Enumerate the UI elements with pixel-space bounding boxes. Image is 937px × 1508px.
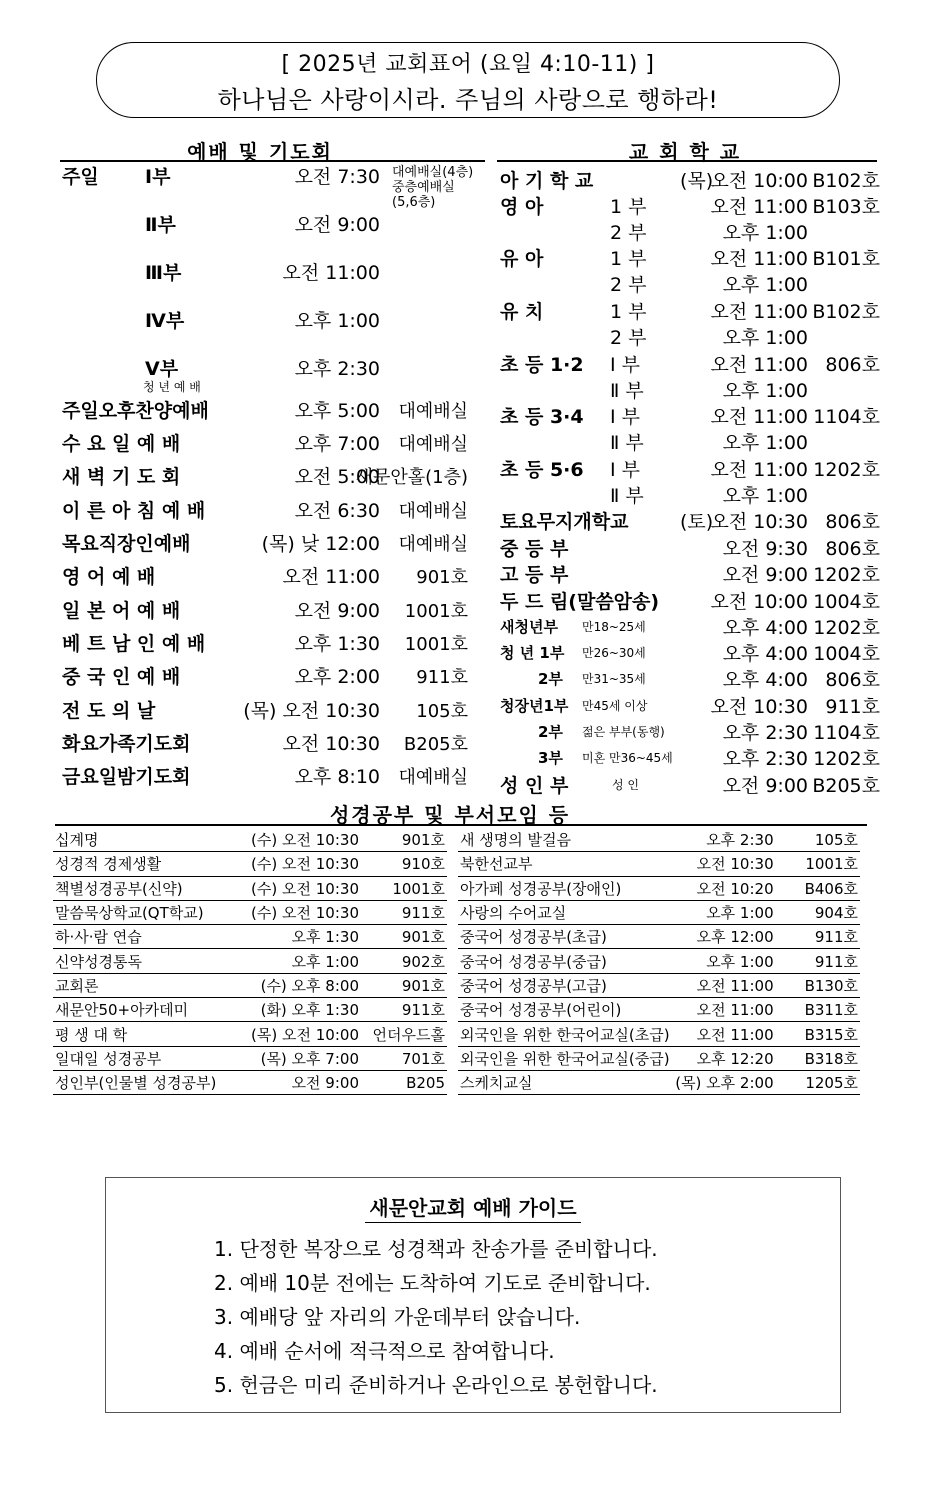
bible-time: (화) 오후 1:30 bbox=[227, 998, 361, 1022]
bible-time: 오후 1:00 bbox=[227, 949, 361, 973]
school-age-note: 만31~35세 bbox=[582, 672, 646, 686]
guide-item: 5. 헌금은 미리 준비하거나 온라인으로 봉헌합니다. bbox=[214, 1373, 658, 1397]
bible-time: 오전 9:00 bbox=[227, 1070, 361, 1094]
bible-time: 오후 2:30 bbox=[672, 828, 776, 852]
bible-room: B311호 bbox=[776, 998, 860, 1022]
bible-room: 901호 bbox=[361, 925, 447, 949]
bible-room: 911호 bbox=[361, 900, 447, 924]
worship-time: 오후 2:30 bbox=[294, 358, 380, 380]
school-label: 아 기 학 교 bbox=[500, 170, 594, 192]
table-row bbox=[458, 852, 860, 876]
bible-room: 911호 bbox=[361, 998, 447, 1022]
bible-name: 중국어 성경공부(어린이) bbox=[458, 998, 672, 1022]
table-row bbox=[458, 925, 860, 949]
school-room: 806호 bbox=[825, 669, 880, 691]
worship-label: 중 국 인 예 배 bbox=[62, 666, 181, 688]
bible-time: 오후 12:20 bbox=[672, 1046, 776, 1070]
school-room: 806호 bbox=[825, 511, 880, 533]
school-label: 유 치 bbox=[500, 301, 544, 323]
school-time: 오전 11:00 bbox=[710, 248, 808, 270]
school-time: 오전 9:00 bbox=[722, 564, 808, 586]
worship-time: 오전 11:00 bbox=[282, 262, 380, 284]
school-room: 806호 bbox=[825, 354, 880, 376]
school-time: 오전 9:30 bbox=[722, 538, 808, 560]
school-label: 청장년1부 bbox=[500, 697, 569, 715]
school-label: 청 년 1부 bbox=[500, 644, 565, 662]
bible-room: B315호 bbox=[776, 1022, 860, 1046]
bible-room: 901호 bbox=[361, 828, 447, 852]
school-room: 1202호 bbox=[813, 564, 880, 586]
table-row bbox=[458, 900, 860, 924]
school-part: Ⅰ 부 bbox=[610, 459, 640, 481]
school-time: 오전 10:30 bbox=[710, 511, 808, 533]
bible-name: 성경적 경제생활 bbox=[53, 852, 227, 876]
table-row bbox=[53, 949, 447, 973]
bible-name: 새문안50+아카데미 bbox=[53, 998, 227, 1022]
school-time: 오전 11:00 bbox=[710, 459, 808, 481]
school-part: 1 부 bbox=[610, 196, 647, 218]
bible-time: 오전 11:00 bbox=[672, 973, 776, 997]
worship-label: 수 요 일 예 배 bbox=[62, 433, 181, 455]
worship-label: Ⅳ부 bbox=[145, 310, 185, 332]
worship-label: 주일오후찬양예배 bbox=[62, 400, 209, 422]
school-time: 오후 1:00 bbox=[722, 274, 808, 296]
school-label: 토요무지개학교 bbox=[500, 511, 629, 533]
table-row bbox=[458, 1022, 860, 1046]
bible-room: 105호 bbox=[776, 828, 860, 852]
school-time: 오후 2:30 bbox=[722, 748, 808, 770]
bible-name: 신약성경통독 bbox=[53, 949, 227, 973]
school-age-note: 미혼 만36~45세 bbox=[582, 751, 673, 765]
worship-time: 오전 6:30 bbox=[294, 500, 380, 522]
guide-item: 2. 예배 10분 전에는 도착하여 기도로 준비합니다. bbox=[214, 1271, 651, 1295]
school-room: 1004호 bbox=[813, 643, 880, 665]
worship-time: (목) 낮 12:00 bbox=[261, 533, 380, 555]
bible-name: 중국어 성경공부(초급) bbox=[458, 925, 672, 949]
table-row bbox=[53, 852, 447, 876]
school-time: 오전 9:00 bbox=[722, 775, 808, 797]
bible-time: 오후 1:30 bbox=[227, 925, 361, 949]
bible-time: 오후 12:00 bbox=[672, 925, 776, 949]
table-row bbox=[458, 828, 860, 852]
worship-label: 전 도 의 날 bbox=[62, 700, 156, 722]
school-label: 초 등 1·2 bbox=[500, 354, 584, 376]
bible-time: (목) 오후 2:00 bbox=[672, 1070, 776, 1094]
school-part: Ⅱ 부 bbox=[610, 485, 644, 507]
bible-divider bbox=[55, 824, 867, 826]
bible-table-right bbox=[458, 828, 860, 1095]
school-age-note: 만45세 이상 bbox=[582, 699, 648, 713]
school-label: 성 인 부 bbox=[500, 775, 569, 797]
bible-name: 성인부(인물별 성경공부) bbox=[53, 1070, 227, 1094]
worship-label: 주일 bbox=[62, 166, 99, 188]
worship-time: 오전 7:30 bbox=[294, 166, 380, 188]
guide-title: 새문안교회 예배 가이드 bbox=[365, 1196, 580, 1223]
school-label: 초 등 5·6 bbox=[500, 459, 584, 481]
table-row bbox=[458, 1070, 860, 1094]
guide-item: 4. 예배 순서에 적극적으로 참여합니다. bbox=[214, 1339, 555, 1363]
worship-time: 오후 2:00 bbox=[294, 666, 380, 688]
bible-room: 911호 bbox=[776, 949, 860, 973]
worship-place: 대예배실(4층) 중층예배실 (5,6층) bbox=[392, 165, 474, 210]
bible-room: 904호 bbox=[776, 900, 860, 924]
school-time: 오후 4:00 bbox=[722, 617, 808, 639]
school-room: 1004호 bbox=[813, 591, 880, 613]
worship-time: 오전 5:00 bbox=[294, 466, 380, 488]
school-time: 오후 1:00 bbox=[722, 380, 808, 402]
school-time: 오후 4:00 bbox=[722, 643, 808, 665]
school-age-note: 젊은 부부(동행) bbox=[582, 725, 665, 739]
school-time: 오전 11:00 bbox=[710, 354, 808, 376]
bible-name: 십계명 bbox=[53, 828, 227, 852]
school-label: 초 등 3·4 bbox=[500, 406, 584, 428]
bible-room: 1001호 bbox=[776, 852, 860, 876]
worship-label: Ⅲ부 bbox=[145, 262, 182, 284]
school-room: B103호 bbox=[812, 196, 880, 218]
table-row bbox=[53, 973, 447, 997]
guide-item: 1. 단정한 복장으로 성경책과 찬송가를 준비합니다. bbox=[214, 1237, 658, 1261]
bible-name: 말씀묵상학교(QT학교) bbox=[53, 900, 227, 924]
school-room: 911호 bbox=[825, 696, 880, 718]
school-label: 2부 bbox=[538, 670, 563, 688]
table-row bbox=[458, 973, 860, 997]
bible-time: 오전 10:30 bbox=[672, 852, 776, 876]
youth-worship-tag: 청 년 예 배 bbox=[143, 380, 201, 394]
bible-time: (수) 오후 8:00 bbox=[227, 973, 361, 997]
bible-room: B205 bbox=[361, 1070, 447, 1094]
bible-room: 언더우드홀 bbox=[361, 1022, 447, 1046]
school-time: 오후 1:00 bbox=[722, 222, 808, 244]
school-room: B205호 bbox=[812, 775, 880, 797]
school-age-note: 만18~25세 bbox=[582, 620, 646, 634]
worship-time: 오후 8:10 bbox=[294, 766, 380, 788]
school-part: 2 부 bbox=[610, 327, 647, 349]
school-part: 2 부 bbox=[610, 274, 647, 296]
worship-place: 1001호 bbox=[404, 634, 468, 655]
school-day: (토) bbox=[680, 511, 714, 533]
table-row bbox=[458, 1046, 860, 1070]
school-time: 오후 2:30 bbox=[722, 722, 808, 744]
worship-label: 일 본 어 예 배 bbox=[62, 600, 181, 622]
school-time: 오후 1:00 bbox=[722, 432, 808, 454]
worship-place: 911호 bbox=[416, 667, 468, 688]
school-room: B102호 bbox=[812, 301, 880, 323]
school-label: 고 등 부 bbox=[500, 564, 569, 586]
bible-title: 성경공부 및 부서모임 등 bbox=[329, 803, 571, 827]
school-title: 교 회 학 교 bbox=[628, 140, 742, 164]
table-row bbox=[53, 998, 447, 1022]
bible-time: (수) 오전 10:30 bbox=[227, 876, 361, 900]
school-age-note: 성 인 bbox=[612, 778, 639, 792]
school-time: 오전 10:30 bbox=[710, 696, 808, 718]
worship-place: 901호 bbox=[416, 567, 468, 588]
worship-place: 대예배실 bbox=[398, 534, 468, 555]
school-time: 오후 1:00 bbox=[722, 327, 808, 349]
worship-place: 새문안홀(1층) bbox=[355, 467, 468, 488]
school-room: B101호 bbox=[812, 248, 880, 270]
bible-name: 중국어 성경공부(고급) bbox=[458, 973, 672, 997]
school-room: 1104호 bbox=[813, 722, 880, 744]
bible-time: (목) 오후 7:00 bbox=[227, 1046, 361, 1070]
bible-room: 902호 bbox=[361, 949, 447, 973]
bible-name: 일대일 성경공부 bbox=[53, 1046, 227, 1070]
bible-name: 하·사·람 연습 bbox=[53, 925, 227, 949]
motto-line-2: 하나님은 사랑이시라. 주님의 사랑으로 행하라! bbox=[217, 86, 719, 114]
worship-time: (목) 오전 10:30 bbox=[243, 700, 380, 722]
bible-name: 외국인을 위한 한국어교실(중급) bbox=[458, 1046, 672, 1070]
school-room: B102호 bbox=[812, 170, 880, 192]
school-part: Ⅰ 부 bbox=[610, 354, 640, 376]
table-row bbox=[53, 1070, 447, 1094]
bible-room: 701호 bbox=[361, 1046, 447, 1070]
bible-time: 오전 11:00 bbox=[672, 998, 776, 1022]
school-room: 806호 bbox=[825, 538, 880, 560]
worship-label: Ⅰ부 bbox=[145, 166, 171, 188]
bible-room: B406호 bbox=[776, 876, 860, 900]
bible-table-left bbox=[53, 828, 447, 1095]
worship-label: Ⅱ부 bbox=[145, 214, 176, 236]
worship-label: 금요일밤기도회 bbox=[62, 766, 191, 788]
worship-label: 화요가족기도회 bbox=[62, 733, 191, 755]
worship-place: 대예배실 bbox=[398, 501, 468, 522]
motto-line-1: [ 2025년 교회표어 (요일 4:10-11) ] bbox=[281, 52, 655, 77]
table-row bbox=[53, 876, 447, 900]
worship-label: 새 벽 기 도 회 bbox=[62, 466, 181, 488]
bible-room: 1001호 bbox=[361, 876, 447, 900]
worship-time: 오후 5:00 bbox=[294, 400, 380, 422]
school-time: 오후 4:00 bbox=[722, 669, 808, 691]
worship-time: 오전 11:00 bbox=[282, 566, 380, 588]
table-row bbox=[458, 949, 860, 973]
worship-guide-box bbox=[105, 1177, 841, 1413]
school-label: 두 드 림(말씀암송) bbox=[500, 591, 660, 613]
school-label: 새청년부 bbox=[500, 618, 558, 636]
school-time: 오전 10:00 bbox=[710, 591, 808, 613]
bible-name: 책별성경공부(신약) bbox=[53, 876, 227, 900]
bible-name: 아가페 성경공부(장애인) bbox=[458, 876, 672, 900]
worship-time: 오전 9:00 bbox=[294, 214, 380, 236]
bible-name: 북한선교부 bbox=[458, 852, 672, 876]
bible-time: 오전 10:20 bbox=[672, 876, 776, 900]
bible-room: B318호 bbox=[776, 1046, 860, 1070]
bible-name: 평 생 대 학 bbox=[53, 1022, 227, 1046]
worship-label: 베 트 남 인 예 배 bbox=[62, 633, 206, 655]
bible-room: 1205호 bbox=[776, 1070, 860, 1094]
bible-room: 911호 bbox=[776, 925, 860, 949]
bible-time: 오후 1:00 bbox=[672, 949, 776, 973]
school-part: Ⅱ 부 bbox=[610, 380, 644, 402]
school-room: 1202호 bbox=[813, 748, 880, 770]
bible-time: (목) 오전 10:00 bbox=[227, 1022, 361, 1046]
school-time: 오후 1:00 bbox=[722, 485, 808, 507]
bible-room: B130호 bbox=[776, 973, 860, 997]
table-row bbox=[458, 876, 860, 900]
worship-place: 대예배실 bbox=[398, 401, 468, 422]
bible-name: 새 생명의 발걸음 bbox=[458, 828, 672, 852]
school-divider bbox=[497, 160, 877, 162]
school-room: 1202호 bbox=[813, 459, 880, 481]
worship-time: 오후 7:00 bbox=[294, 433, 380, 455]
school-time: 오전 11:00 bbox=[710, 196, 808, 218]
worship-time: 오후 1:30 bbox=[294, 633, 380, 655]
school-part: 1 부 bbox=[610, 248, 647, 270]
school-label: 영 아 bbox=[500, 196, 544, 218]
school-label: 중 등 부 bbox=[500, 538, 569, 560]
bible-name: 중국어 성경공부(중급) bbox=[458, 949, 672, 973]
school-time: 오전 10:00 bbox=[710, 170, 808, 192]
bible-room: 910호 bbox=[361, 852, 447, 876]
motto-box bbox=[96, 42, 840, 118]
worship-place: 대예배실 bbox=[398, 434, 468, 455]
worship-label: Ⅴ부 bbox=[145, 358, 179, 380]
school-time: 오전 11:00 bbox=[710, 301, 808, 323]
bible-name: 사랑의 수어교실 bbox=[458, 900, 672, 924]
worship-label: 영 어 예 배 bbox=[62, 566, 156, 588]
school-room: 1202호 bbox=[813, 617, 880, 639]
school-age-note: 만26~30세 bbox=[582, 646, 646, 660]
school-part: 2 부 bbox=[610, 222, 647, 244]
table-row bbox=[53, 900, 447, 924]
guide-list bbox=[214, 1232, 658, 1402]
bible-room: 901호 bbox=[361, 973, 447, 997]
bible-time: 오전 11:00 bbox=[672, 1022, 776, 1046]
table-row bbox=[53, 1022, 447, 1046]
bible-name: 교회론 bbox=[53, 973, 227, 997]
school-label: 유 아 bbox=[500, 248, 544, 270]
table-row bbox=[53, 828, 447, 852]
guide-item: 3. 예배당 앞 자리의 가운데부터 앉습니다. bbox=[214, 1305, 581, 1329]
worship-time: 오전 10:30 bbox=[282, 733, 380, 755]
school-part: Ⅱ 부 bbox=[610, 432, 644, 454]
school-label: 3부 bbox=[538, 749, 563, 767]
school-time: 오전 11:00 bbox=[710, 406, 808, 428]
school-room: 1104호 bbox=[813, 406, 880, 428]
worship-place: B205호 bbox=[403, 734, 468, 755]
bible-time: (수) 오전 10:30 bbox=[227, 900, 361, 924]
worship-label: 이 른 아 침 예 배 bbox=[62, 500, 206, 522]
worship-time: 오전 9:00 bbox=[294, 600, 380, 622]
table-row bbox=[458, 998, 860, 1022]
bible-name: 스케치교실 bbox=[458, 1070, 672, 1094]
bible-time: 오후 1:00 bbox=[672, 900, 776, 924]
bible-name: 외국인을 위한 한국어교실(초급) bbox=[458, 1022, 672, 1046]
worship-place: 105호 bbox=[416, 701, 468, 722]
school-part: 1 부 bbox=[610, 301, 647, 323]
school-day: (목) bbox=[680, 170, 714, 192]
bible-time: (수) 오전 10:30 bbox=[227, 828, 361, 852]
school-label: 2부 bbox=[538, 723, 563, 741]
worship-title: 예배 및 기도회 bbox=[187, 140, 333, 164]
table-row bbox=[53, 1046, 447, 1070]
worship-place: 대예배실 bbox=[398, 767, 468, 788]
worship-divider bbox=[60, 160, 485, 162]
worship-time: 오후 1:00 bbox=[294, 310, 380, 332]
bible-time: (수) 오전 10:30 bbox=[227, 852, 361, 876]
table-row bbox=[53, 925, 447, 949]
worship-label: 목요직장인예배 bbox=[62, 533, 191, 555]
worship-place: 1001호 bbox=[404, 601, 468, 622]
school-part: Ⅰ 부 bbox=[610, 406, 640, 428]
